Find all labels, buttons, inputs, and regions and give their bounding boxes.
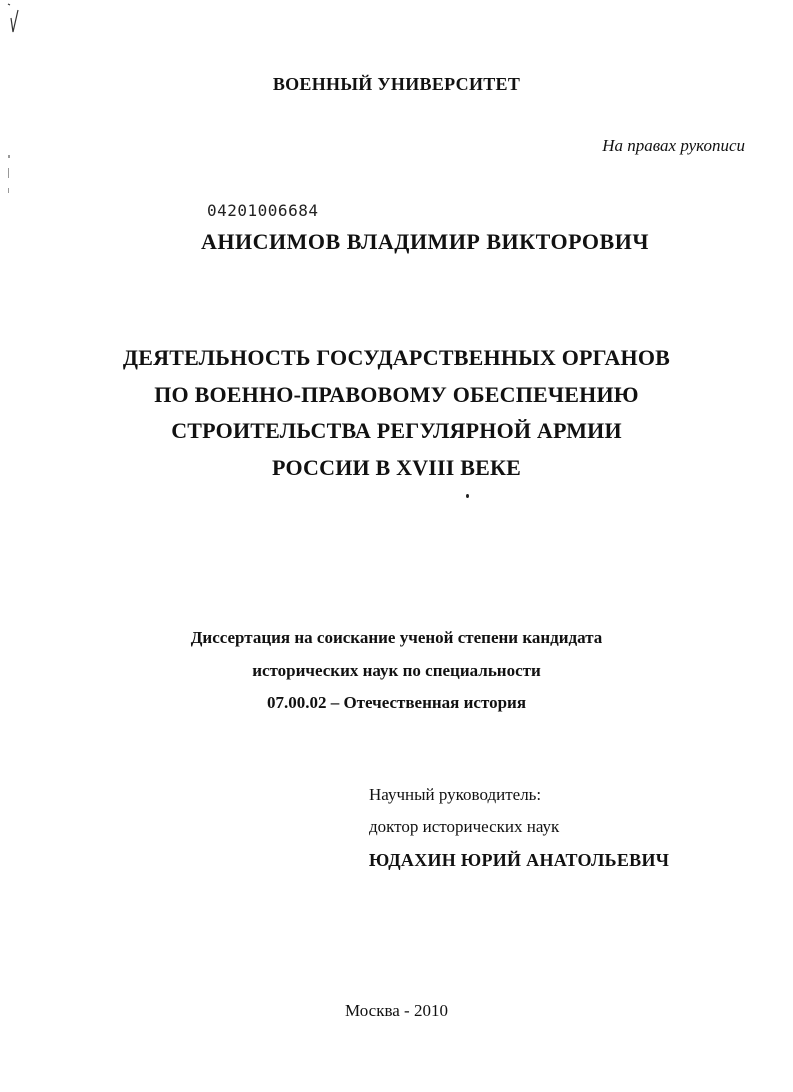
margin-scan-mark: [8, 168, 9, 178]
city-year: Москва - 2010: [345, 1001, 448, 1020]
supervisor-label: Научный руководитель:: [369, 785, 542, 804]
title-line: ПО ВОЕННО-ПРАВОВОМУ ОБЕСПЕЧЕНИЮ: [154, 381, 639, 407]
author-name: АНИСИМОВ ВЛАДИМИР ВИКТОРОВИЧ: [201, 229, 649, 254]
description-line: 07.00.02 – Отечественная история: [266, 693, 527, 712]
description-line: Диссертация на соискание ученой степени кандидата: [190, 628, 603, 647]
manuscript-rights-note: На правах рукописи: [602, 136, 745, 155]
dissertation-title: [0, 340, 793, 486]
stray-dot: [466, 494, 469, 498]
registration-code: 04201006684: [207, 201, 319, 220]
title-line: ДЕЯТЕЛЬНОСТЬ ГОСУДАРСТВЕННЫХ ОРГАНОВ: [122, 345, 671, 370]
supervisor-name: ЮДАХИН ЮРИЙ АНАТОЛЬЕВИЧ: [369, 850, 670, 870]
margin-scan-mark: [8, 155, 10, 158]
university-name: ВОЕННЫЙ УНИВЕРСИТЕТ: [272, 74, 521, 94]
description-line: исторических наук по специальности: [252, 660, 541, 680]
title-line: РОССИИ В XVIII ВЕКЕ: [271, 454, 522, 480]
title-line: СТРОИТЕЛЬСТВА РЕГУЛЯРНОЙ АРМИИ: [171, 418, 622, 443]
supervisor-block: [369, 779, 669, 876]
dissertation-description: [0, 622, 793, 720]
margin-scan-mark: [8, 188, 9, 193]
supervisor-degree: доктор исторических наук: [369, 817, 560, 836]
margin-check-mark: [5, 0, 21, 40]
